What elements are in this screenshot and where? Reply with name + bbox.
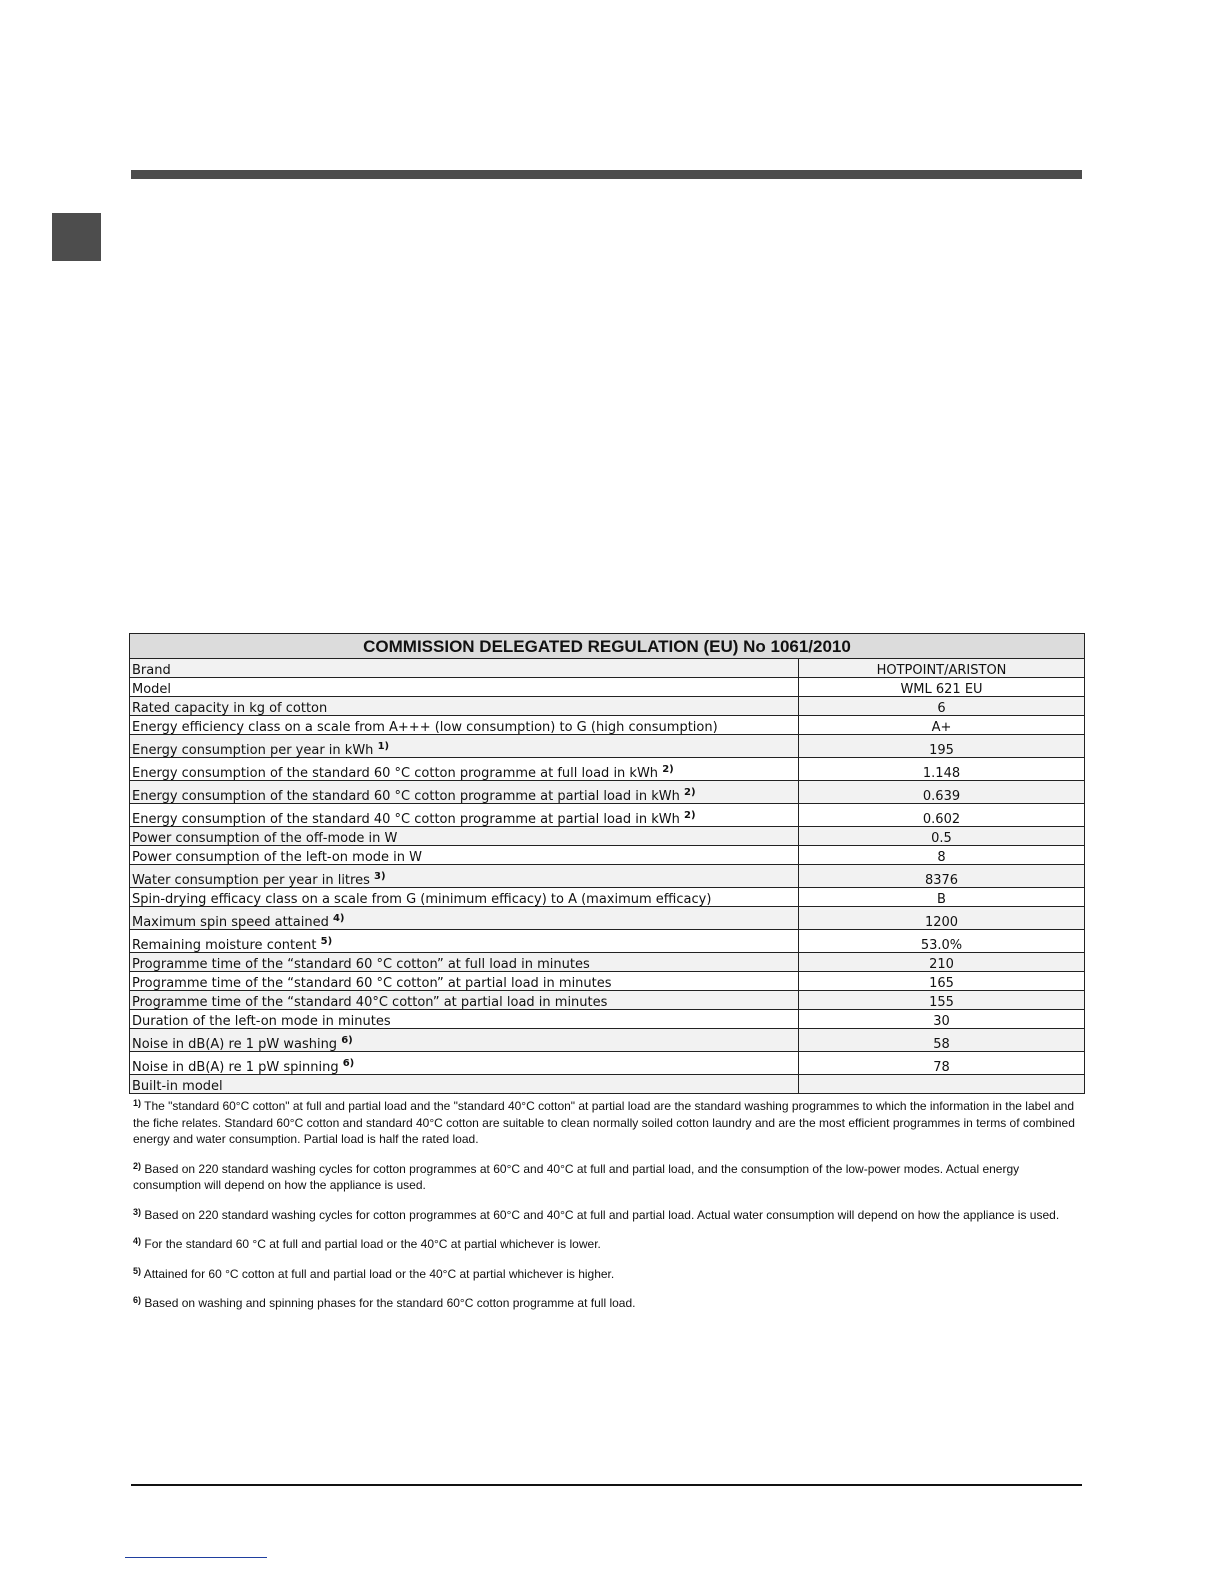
footnote-ref: 5) [320,936,333,947]
table-row [130,678,1085,697]
table-row [130,930,1085,953]
row-value: 165 [799,972,1085,991]
table-row [130,1029,1085,1052]
table-row [130,1010,1085,1029]
row-label: Rated capacity in kg of cotton [132,701,328,716]
row-label: Noise in dB(A) re 1 pW washing [132,1037,338,1052]
row-value: 0.602 [799,804,1085,827]
bottom-link-underline [125,1557,267,1558]
table-row [130,716,1085,735]
row-label: Duration of the left-on mode in minutes [132,1014,391,1029]
row-label: Energy efficiency class on a scale from A+++ (low consumption) to G (high consumption) [132,720,718,735]
table-row [130,804,1085,827]
footnote-mark: 6) [133,1295,142,1305]
footnote-text: The "standard 60°C cotton" at full and partial load and the "standard 40°C cotton" at partial load are the standard washing programmes to which the information in the label and the fiche relates. Standard 60°C cotton and standard 40°C cotton are suitable to clean normally soiled cotton laundry and are the most efficient programmes in terms of combined energy and water consumption. Partial load is half the rated load. [133,1099,1075,1146]
table-row [130,735,1085,758]
footnote-ref: 3) [374,871,386,882]
footnote-text: Based on 220 standard washing cycles for cotton programmes at 60°C and 40°C at full and partial load, and the consumption of the low-power modes. Actual energy consumption will depend on how the appliance is used. [133,1161,1020,1192]
row-label: Programme time of the “standard 60 °C cotton” at full load in minutes [132,957,590,972]
footnote-text: Based on 220 standard washing cycles for cotton programmes at 60°C and 40°C at full and partial load. Actual water consumption will depend on how the appliance is used. [144,1207,1060,1222]
table-row [130,846,1085,865]
row-label: Energy consumption of the standard 60 °C cotton programme at full load in kWh [132,766,659,781]
table-row [130,827,1085,846]
row-label: Brand [132,663,171,678]
row-value: 1200 [799,907,1085,930]
row-value: 8 [799,846,1085,865]
row-value: A+ [799,716,1085,735]
row-value: WML 621 EU [799,678,1085,697]
row-label: Energy consumption of the standard 60 °C cotton programme at partial load in kWh [132,789,680,804]
footnote-text: Based on washing and spinning phases for the standard 60°C cotton programme at full load. [144,1296,636,1310]
table-row [130,888,1085,907]
row-label: Energy consumption per year in kWh [132,743,374,758]
row-value [799,1075,1085,1094]
bottom-divider-line [131,1484,1082,1486]
footnote [133,1295,1078,1312]
footnote [133,1161,1078,1194]
row-value: 0.639 [799,781,1085,804]
section-tab-marker [52,213,101,261]
row-value: 0.5 [799,827,1085,846]
row-value: 155 [799,991,1085,1010]
footnote-ref: 2) [684,810,696,821]
row-label: Remaining moisture content [132,938,317,953]
table-row [130,972,1085,991]
footnote [133,1098,1078,1148]
table-row [130,991,1085,1010]
table-row [130,1052,1085,1075]
row-label: Maximum spin speed attained [132,915,329,930]
row-value: 195 [799,735,1085,758]
row-value: 8376 [799,865,1085,888]
row-label: Water consumption per year in litres [132,873,370,888]
footnote-mark: 3) [133,1206,142,1217]
table-row [130,758,1085,781]
row-label: Programme time of the “standard 60 °C cotton” at partial load in minutes [132,976,612,991]
footnote-mark: 2) [133,1160,142,1171]
row-label: Model [132,682,172,697]
table-row [130,953,1085,972]
footnote-mark: 4) [133,1236,142,1246]
footnote [133,1207,1078,1224]
row-value: 30 [799,1010,1085,1029]
row-label: Power consumption of the off-mode in W [132,831,398,846]
footnote-ref: 2) [662,764,674,775]
row-label: Built-in model [132,1079,223,1094]
footnote-text: For the standard 60 °C at full and partial load or the 40°C at partial whichever is lower. [144,1237,601,1251]
table-row [130,697,1085,716]
table-row [130,865,1085,888]
footnotes [133,1098,1078,1325]
top-divider-bar [131,170,1082,179]
row-value: HOTPOINT/ARISTON [799,659,1085,678]
footnote-ref: 6) [342,1058,355,1069]
footnote [133,1236,1078,1253]
footnote-text: Attained for 60 °C cotton at full and partial load or the 40°C at partial whichever is higher. [143,1266,615,1281]
footnote-mark: 5) [133,1265,142,1276]
footnote-ref: 6) [341,1035,353,1046]
row-label: Spin-drying efficacy class on a scale from G (minimum efficacy) to A (maximum efficacy) [132,892,712,907]
fiche-title: COMMISSION DELEGATED REGULATION (EU) No 1061/2010 [130,634,1085,659]
row-value: 53.0% [799,930,1085,953]
footnote-mark: 1) [133,1098,142,1108]
row-value: B [799,888,1085,907]
row-label: Power consumption of the left-on mode in W [132,850,423,865]
row-label: Noise in dB(A) re 1 pW spinning [132,1060,339,1075]
footnote [133,1266,1078,1283]
footnote-ref: 4) [332,913,345,924]
row-value: 58 [799,1029,1085,1052]
row-value: 210 [799,953,1085,972]
row-value: 6 [799,697,1085,716]
row-value: 78 [799,1052,1085,1075]
row-label: Programme time of the “standard 40°C cotton” at partial load in minutes [132,995,608,1010]
row-value: 1.148 [799,758,1085,781]
product-fiche-table [129,633,1085,1094]
table-row [130,907,1085,930]
table-row [130,1075,1085,1094]
row-label: Energy consumption of the standard 40 °C cotton programme at partial load in kWh [132,812,680,827]
table-row [130,781,1085,804]
footnote-ref: 1) [377,741,390,752]
table-row [130,659,1085,678]
footnote-ref: 2) [684,787,696,798]
